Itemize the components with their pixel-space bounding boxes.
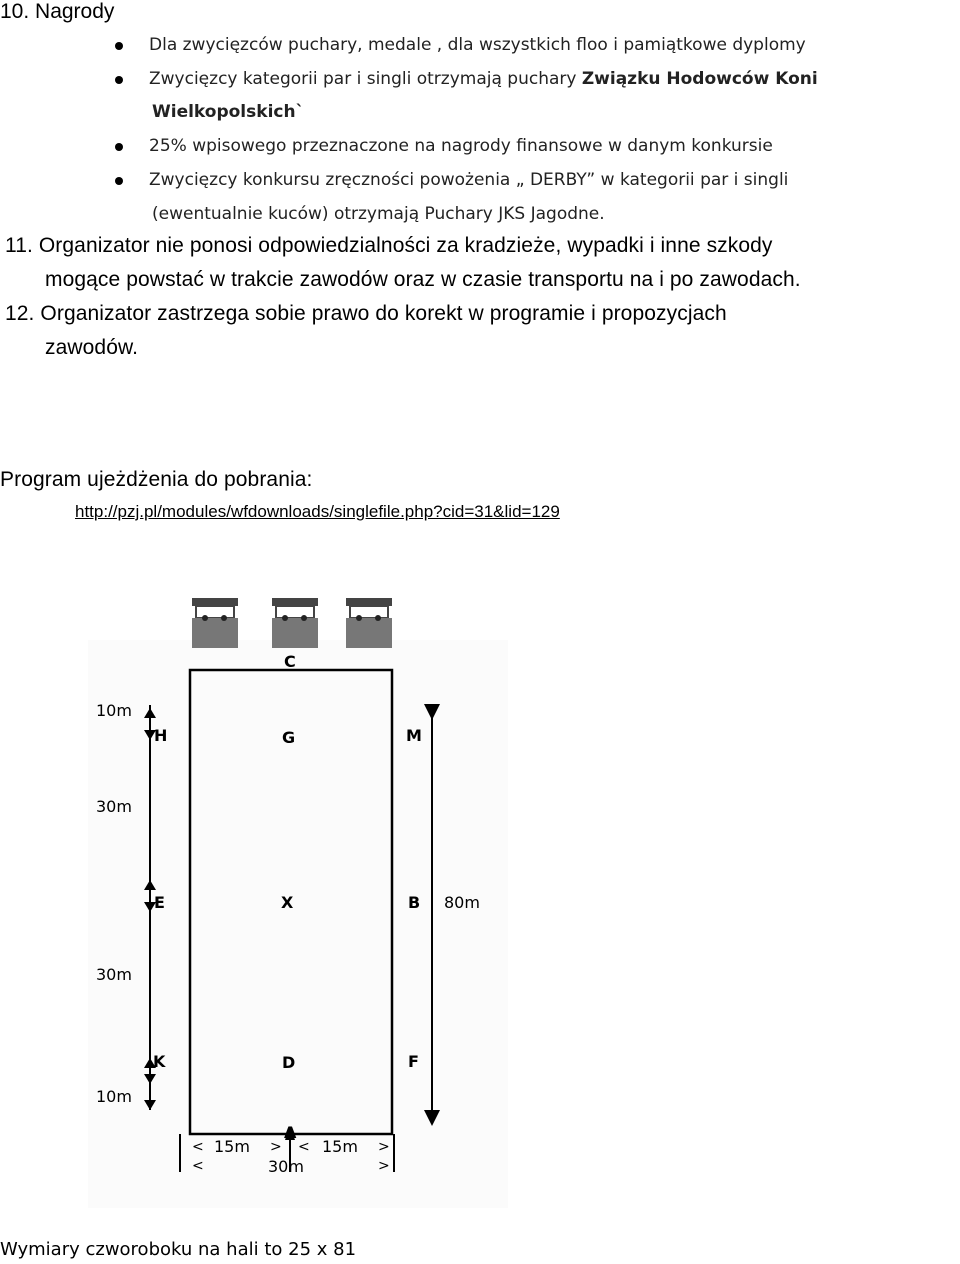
half-width-label-left: 15m [214, 1137, 250, 1156]
list-item: Dla zwycięzców puchary, medale , dla wszystkich floo i pamiątkowe dyplomy [149, 35, 806, 55]
bullet-icon [115, 143, 123, 151]
arrow-right-glyph: > [378, 1158, 390, 1174]
distance-label-mid2: 30m [96, 965, 132, 984]
arena-letter-x: X [281, 893, 294, 912]
arena-letter-e: E [154, 893, 165, 912]
arena-letter-a: A [284, 1123, 297, 1142]
list-item-bold-text: Związku Hodowców Koni [581, 69, 818, 89]
bullet-icon [115, 177, 123, 185]
judge-box [346, 598, 392, 648]
arena-letter-g: G [282, 728, 296, 747]
section-11-line-1: 11. Organizator nie ponosi odpowiedzialności za kradzieże, wypadki i inne szkody [5, 234, 773, 257]
arena-diagram [0, 590, 520, 1220]
arena-letter-b: B [408, 893, 421, 912]
download-link[interactable]: http://pzj.pl/modules/wfdownloads/singlefile.php?cid=31&lid=129 [75, 502, 560, 521]
distance-label-mid1: 30m [96, 797, 132, 816]
arena-letter-k: K [153, 1052, 166, 1071]
arrow-left-glyph: < [298, 1139, 310, 1155]
list-item-continuation: Wielkopolskich` [152, 102, 305, 122]
arrow-left-glyph: < [192, 1139, 204, 1155]
arena-letter-d: D [282, 1053, 296, 1072]
section-12-line-1: 12. Organizator zastrzega sobie prawo do korekt w programie i propozycjach [5, 302, 727, 325]
arena-letter-f: F [408, 1052, 419, 1071]
list-item-text: Zwycięzcy kategorii par i singli otrzymają puchary [149, 69, 582, 89]
arrow-right-glyph: > [378, 1139, 390, 1155]
bullet-icon [115, 76, 123, 84]
arrow-left-glyph: < [192, 1158, 204, 1174]
list-item-continuation: (ewentualnie kuców) otrzymają Puchary JKS Jagodne. [152, 204, 605, 224]
list-item [149, 69, 818, 89]
arena-letter-c: C [284, 652, 296, 671]
arena-letter-h: H [154, 726, 168, 745]
width-label: 30m [268, 1157, 304, 1176]
length-label: 80m [444, 893, 480, 912]
download-label: Program ujeżdżenia do pobrania: [0, 468, 313, 491]
half-width-label-right: 15m [322, 1137, 358, 1156]
list-item: 25% wpisowego przeznaczone na nagrody finansowe w danym konkursie [149, 136, 773, 156]
section-11-line-2: mogące powstać w trakcie zawodów oraz w czasie transportu na i po zawodach. [45, 268, 801, 291]
arena-letter-m: M [406, 726, 422, 745]
distance-label-top: 10m [96, 701, 132, 720]
arena-size-note: Wymiary czworoboku na hali to 25 x 81 [0, 1239, 357, 1260]
bullet-icon [115, 42, 123, 50]
judge-box [192, 598, 238, 648]
section-12-line-2: zawodów. [45, 336, 139, 359]
distance-label-bottom: 10m [96, 1087, 132, 1106]
judge-box [272, 598, 318, 648]
list-item: Zwycięzcy konkursu zręczności powożenia „ DERBY” w kategorii par i singli [149, 170, 789, 190]
section-10-heading: 10. Nagrody [0, 0, 115, 23]
arrow-right-glyph: > [270, 1139, 282, 1155]
